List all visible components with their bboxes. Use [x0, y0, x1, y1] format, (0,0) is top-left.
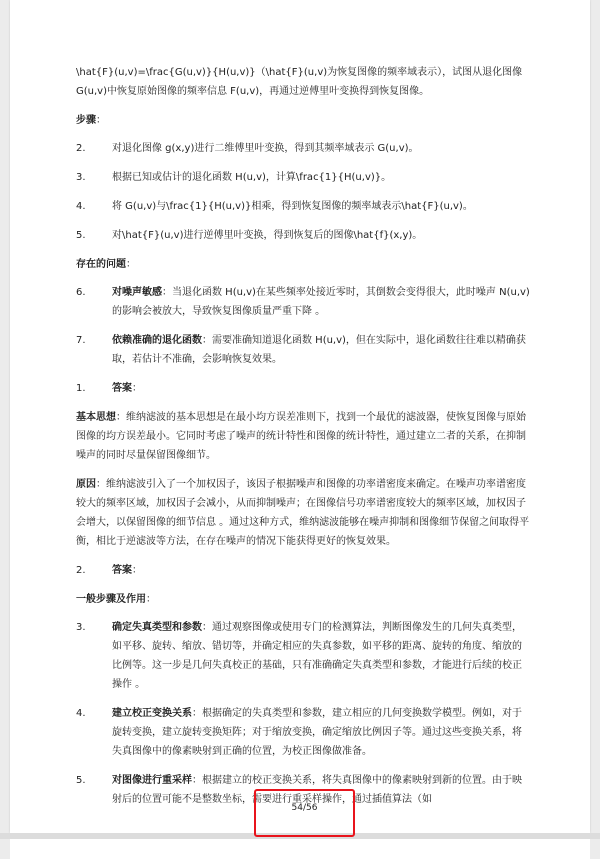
general-step-title: 确定失真类型和参数 — [112, 622, 202, 633]
general-step-title: 对图像进行重采样 — [112, 775, 192, 786]
general-step-body — [112, 618, 530, 694]
answer-1-body — [112, 379, 530, 398]
document-page — [10, 0, 590, 833]
general-step-text: ：通过观察图像或使用专门的检测算法，判断图像发生的几何失真类型，如平移、旋转、缩放、错切等，并确定相应的失真参数，如平移的距离、旋转的角度、缩放的比例等。这一步是几何失真校正的基础，只有准确确定失真类型和参数，才能进行后续的校正操作 。 — [112, 622, 522, 690]
problem-number: 7. — [76, 335, 86, 346]
problem-body — [112, 283, 530, 321]
general-steps-heading — [76, 590, 530, 609]
general-step-number: 5. — [76, 775, 86, 786]
step-text: 对退化图像 g(x,y)进行二维傅里叶变换，得到其频率域表示 G(u,v)。 — [112, 143, 419, 154]
general-step-body — [112, 704, 530, 761]
general-step-text: ：根据建立的校正变换关系，将失真图像中的像素映射到新的位置。由于映射后的位置可能不是整数坐标，需要进行重采样操作，通过插值算法（如 — [112, 775, 522, 805]
answer-2 — [76, 561, 530, 580]
reason-text: ：维纳滤波引入了一个加权因子，该因子根据噪声和图像的功率谱密度来确定。在噪声功率谱密度较大的频率区域，加权因子会减小，从而抑制噪声；在图像信号功率谱密度较大的频率区域，加权因子会增大，以保留图像的细节信息 。通过这种方式，维纳滤波能够在噪声抑制和图像细节保留之间取得平衡，相比于逆滤波等方法，在存在噪声的情况下能获得更好的恢复效果。 — [76, 479, 530, 547]
step-number: 5. — [76, 230, 86, 241]
answer-2-label: 答案 — [112, 565, 132, 576]
steps-heading-colon: ： — [96, 115, 106, 126]
step-item — [76, 139, 530, 158]
general-step-text: ：根据确定的失真类型和参数，建立相应的几何变换数学模型。例如，对于旋转变换，建立旋转变换矩阵；对于缩放变换，确定缩放比例因子等。通过这些变换关系，将失真图像中的像素映射到正确的位置，为校正图像做准备。 — [112, 708, 522, 757]
problem-title: 对噪声敏感 — [112, 287, 162, 298]
page-number-indicator[interactable] — [254, 789, 355, 837]
answer-1 — [76, 379, 530, 398]
answer-2-number: 2. — [76, 565, 86, 576]
problem-item — [76, 331, 530, 369]
step-number: 4. — [76, 201, 86, 212]
intro-paragraph: \hat{F}(u,v)=\frac{G(u,v)}{H(u,v)}（\hat{F}(u,v)为恢复图像的频率域表示），试图从退化图像 G(u,v)中恢复原始图像的频率信息 F(u,v)，再通过逆傅里叶变换得到恢复图像。 — [76, 67, 523, 97]
problem-text: ：需要准确知道退化函数 H(u,v)，但在实际中，退化函数往往难以精确获取，若估计不准确，会影响恢复效果。 — [112, 335, 526, 365]
step-item — [76, 197, 530, 216]
general-step-title: 建立校正变换关系 — [112, 708, 192, 719]
general-step-item — [76, 618, 530, 694]
answer-1-number: 1. — [76, 383, 86, 394]
basic-idea-text: ：维纳滤波的基本思想是在最小均方误差准则下，找到一个最优的滤波器，使恢复图像与原始图像的均方误差最小。它同时考虑了噪声的统计特性和图像的统计特性，通过建立二者的关系，在抑制噪声的同时尽量保留图像细节。 — [76, 412, 526, 461]
step-number: 3. — [76, 172, 86, 183]
problem-body — [112, 331, 530, 369]
problem-number: 6. — [76, 287, 86, 298]
problem-title: 依赖准确的退化函数 — [112, 335, 202, 346]
answer-2-body — [112, 561, 530, 580]
next-page-top — [10, 839, 590, 859]
reason-title: 原因 — [76, 479, 96, 490]
answer-2-colon: ： — [132, 565, 142, 576]
step-text: 根据已知或估计的退化函数 H(u,v)，计算\frac{1}{H(u,v)}。 — [112, 172, 392, 183]
problems-heading-colon: ： — [126, 259, 136, 270]
general-step-item — [76, 704, 530, 761]
step-text: 将 G(u,v)与\frac{1}{H(u,v)}相乘，得到恢复图像的频率域表示\hat{F}(u,v)。 — [112, 201, 473, 212]
reason-paragraph — [76, 475, 530, 551]
steps-heading — [76, 111, 530, 130]
answer-1-label: 答案 — [112, 383, 132, 394]
page-number: 54/56 — [291, 803, 318, 813]
answer-1-colon: ： — [132, 383, 142, 394]
steps-heading-text: 步骤 — [76, 115, 96, 126]
general-step-number: 3. — [76, 622, 86, 633]
general-step-number: 4. — [76, 708, 86, 719]
page-content — [76, 63, 530, 819]
general-steps-heading-colon: ： — [146, 594, 156, 605]
problems-heading-text: 存在的问题 — [76, 259, 126, 270]
basic-idea-paragraph — [76, 408, 530, 465]
problem-item — [76, 283, 530, 321]
step-number: 2. — [76, 143, 86, 154]
step-item — [76, 168, 530, 187]
step-item — [76, 226, 530, 245]
problem-text: ：当退化函数 H(u,v)在某些频率处接近零时，其倒数会变得很大，此时噪声 N(u,v)的影响会被放大，导致恢复图像质量严重下降 。 — [112, 287, 530, 317]
general-steps-heading-text: 一般步骤及作用 — [76, 594, 146, 605]
basic-idea-title: 基本思想 — [76, 412, 116, 423]
step-text: 对\hat{F}(u,v)进行逆傅里叶变换，得到恢复后的图像\hat{f}(x,y)。 — [112, 230, 423, 241]
problems-heading — [76, 255, 530, 274]
